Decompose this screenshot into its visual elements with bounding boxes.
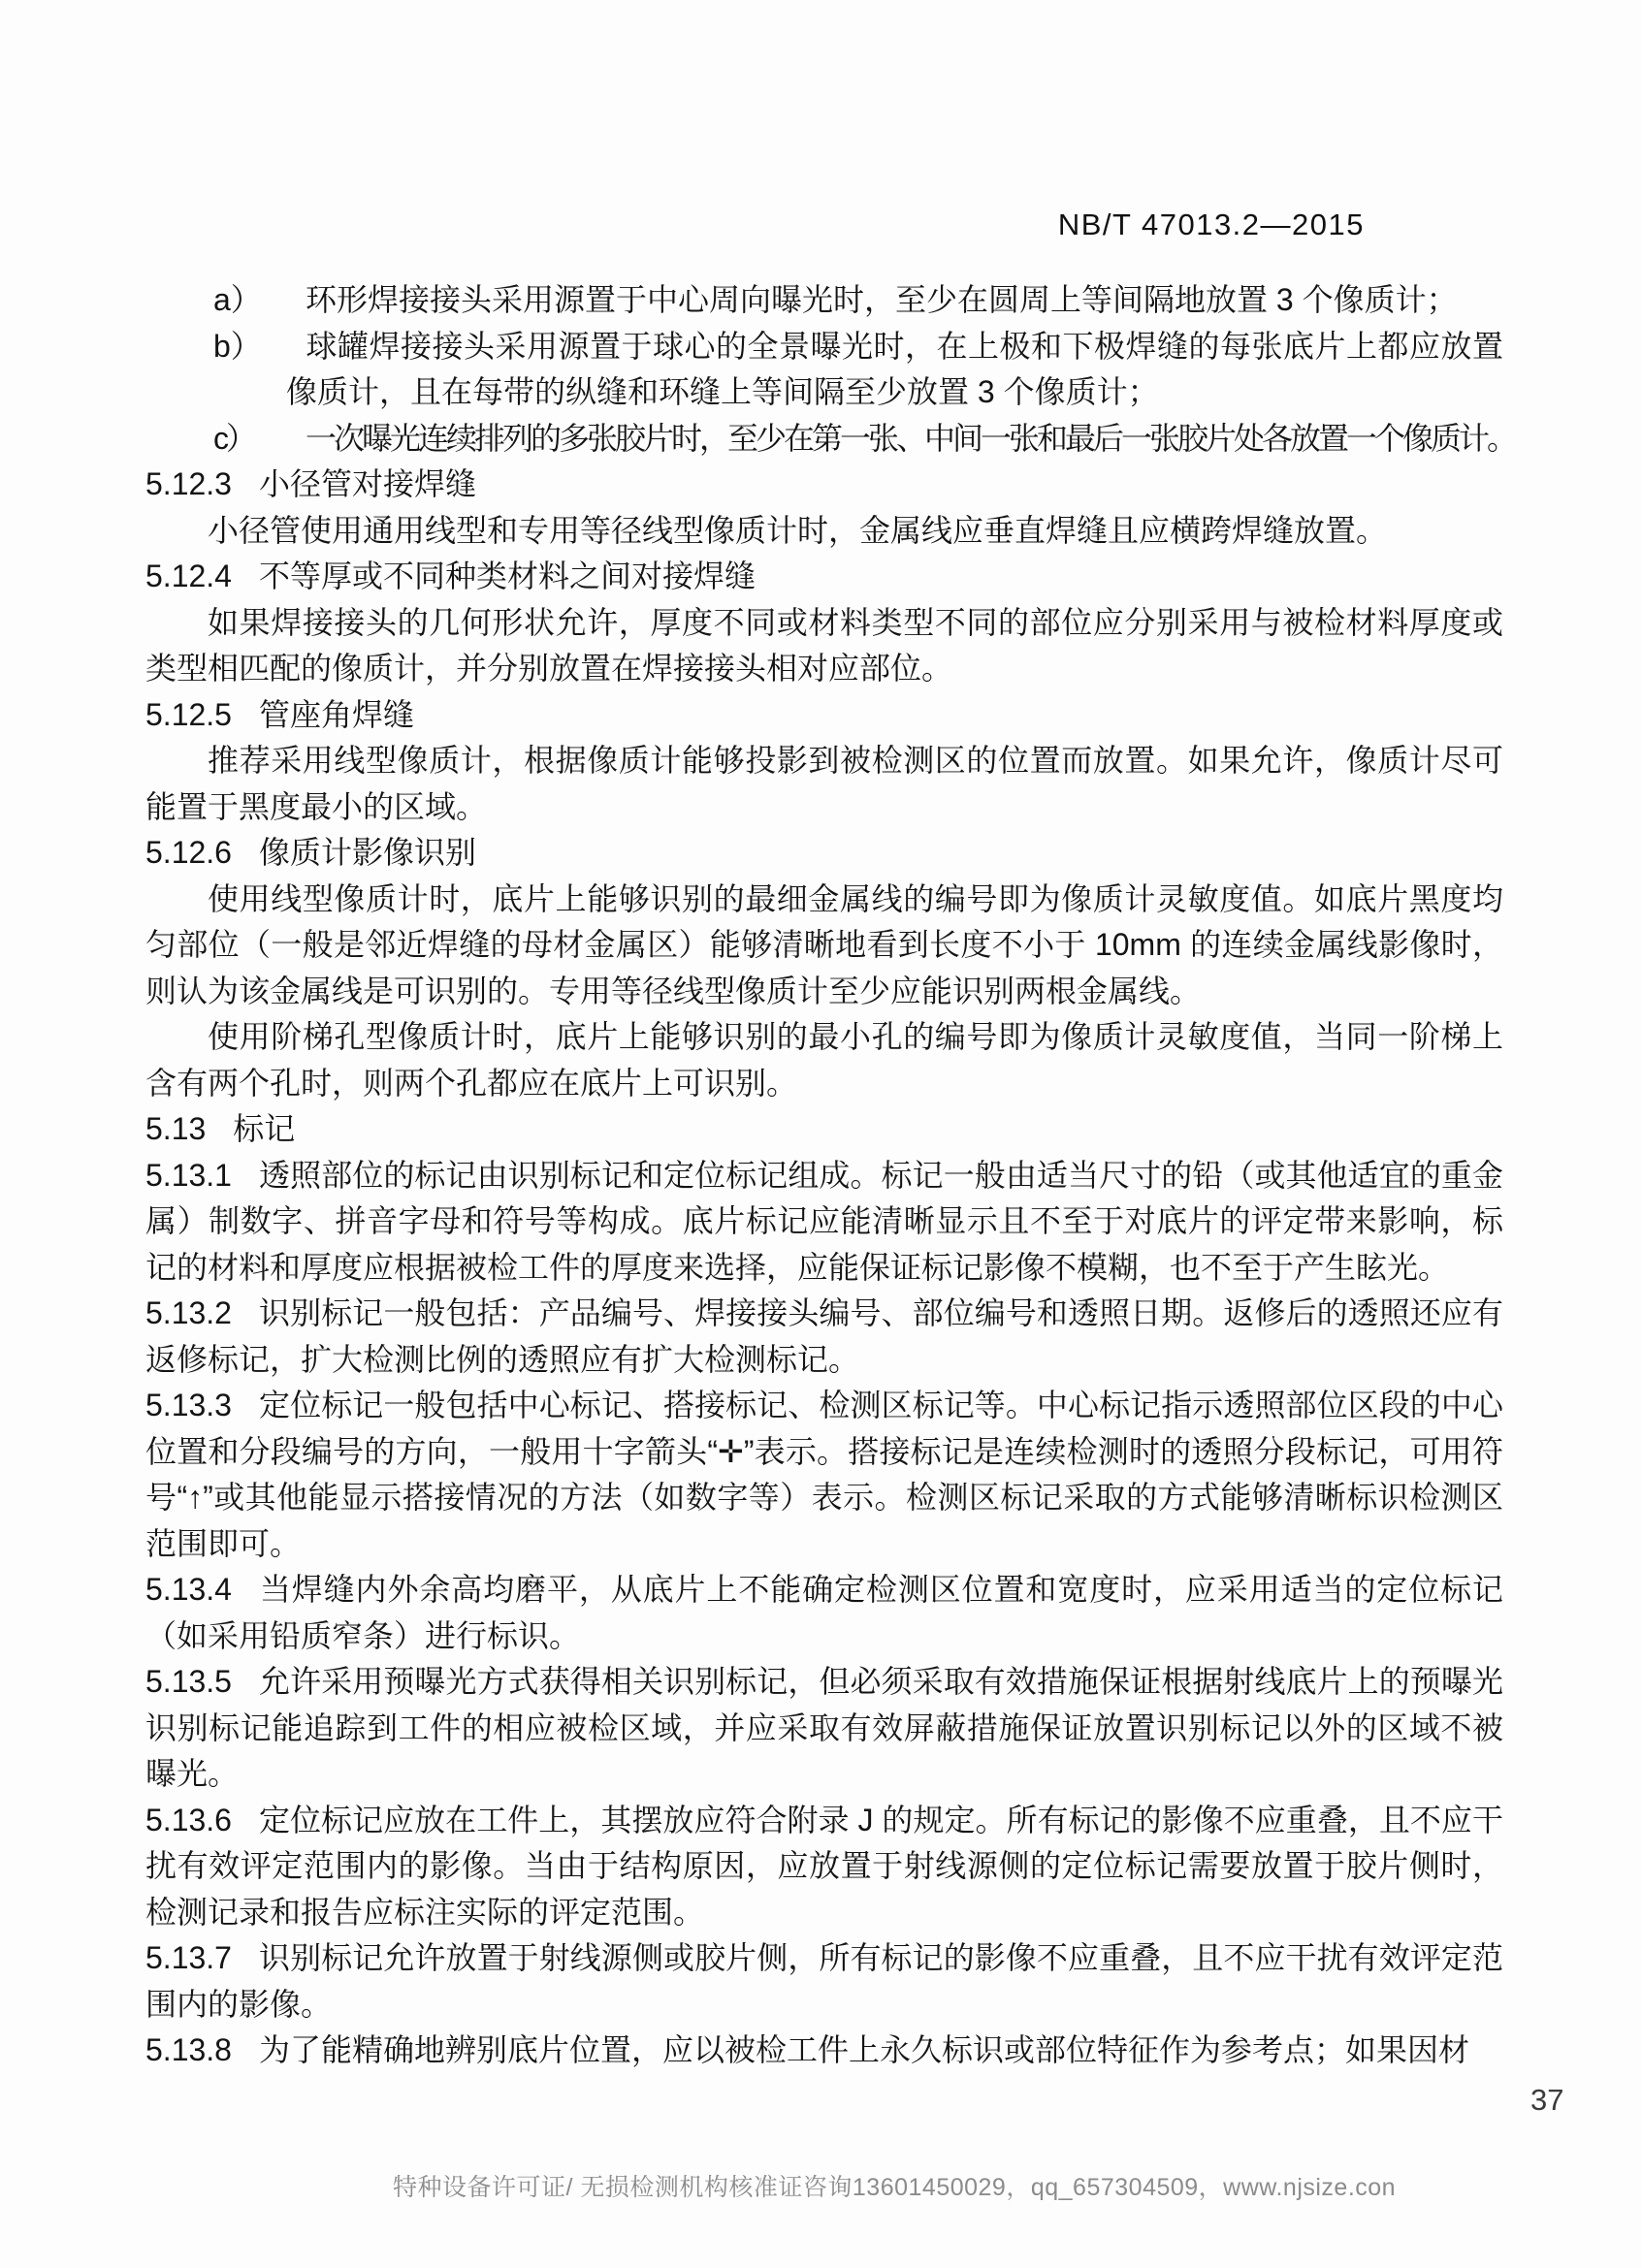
item-label: a） bbox=[213, 282, 262, 317]
item-label: 5.13.7 bbox=[145, 1940, 232, 1975]
list-item bbox=[145, 277, 1503, 324]
item-label: b） bbox=[213, 328, 262, 364]
item-label: 5.13.4 bbox=[145, 1572, 232, 1607]
clause-paragraph bbox=[145, 1798, 1503, 1936]
item-text: 一次曝光连续排列的多张胶片时，至少在第一张、中间一张和最后一张胶片处各放置一个像质计。 bbox=[306, 420, 1516, 456]
item-label: 5.13.8 bbox=[145, 2032, 232, 2067]
section-heading bbox=[145, 554, 1503, 600]
list-item bbox=[145, 324, 1503, 416]
item-text: 当焊缝内外余高均磨平，从底片上不能确定检测区位置和宽度时，应采用适当的定位标记（如采用铅质窄条）进行标识。 bbox=[145, 1572, 1503, 1653]
clause-paragraph bbox=[145, 1567, 1503, 1659]
page-number: 37 bbox=[1530, 2083, 1564, 2117]
paragraph bbox=[145, 738, 1503, 830]
clause-paragraph bbox=[145, 1153, 1503, 1292]
item-text: 识别标记一般包括：产品编号、焊接接头编号、部位编号和透照日期。返修后的透照还应有返修标记，扩大检测比例的透照应有扩大检测标记。 bbox=[145, 1295, 1503, 1377]
item-text: 管座角焊缝 bbox=[258, 696, 414, 732]
item-label: 5.13.5 bbox=[145, 1664, 232, 1699]
item-text: 像质计影像识别 bbox=[258, 835, 476, 870]
item-text: 识别标记允许放置于射线源侧或胶片侧，所有标记的影像不应重叠，且不应干扰有效评定范围内的影像。 bbox=[145, 1940, 1503, 2022]
item-text: 为了能精确地辨别底片位置，应以被检工件上永久标识或部位特征作为参考点；如果因材 bbox=[258, 2032, 1469, 2067]
item-label: 5.13.6 bbox=[145, 1802, 232, 1837]
item-text: 小径管对接焊缝 bbox=[258, 466, 476, 501]
item-text: 不等厚或不同种类材料之间对接焊缝 bbox=[258, 559, 756, 593]
document-body bbox=[145, 277, 1516, 2074]
clause-paragraph bbox=[145, 2028, 1503, 2074]
item-label: 5.13.1 bbox=[145, 1157, 232, 1193]
item-text: 定位标记一般包括中心标记、搭接标记、检测区标记等。中心标记指示透照部位区段的中心位置和分段编号的方向，一般用十字箭头“✛”表示。搭接标记是连续检测时的透照分段标记，可用符号“↑”或其他能显示搭接情况的方法（如数字等）表示。检测区标记采取的方式能够清晰标识检测区范围即可。 bbox=[145, 1388, 1503, 1561]
paragraph bbox=[145, 1014, 1503, 1106]
section-heading bbox=[145, 692, 1503, 739]
item-text: 推荐采用线型像质计，根据像质计能够投影到被检测区的位置而放置。如果允许，像质计尽可能置于黑度最小的区域。 bbox=[145, 743, 1503, 824]
item-text: 小径管使用通用线型和专用等径线型像质计时，金属线应垂直焊缝且应横跨焊缝放置。 bbox=[208, 512, 1388, 548]
item-text: 标记 bbox=[233, 1111, 296, 1146]
item-text: 环形焊接接头采用源置于中心周向曝光时，至少在圆周上等间隔地放置 3 个像质计； bbox=[306, 282, 1458, 317]
item-label: 5.12.4 bbox=[145, 559, 232, 593]
paragraph bbox=[145, 600, 1503, 692]
clause-paragraph bbox=[145, 1383, 1503, 1567]
item-text: 透照部位的标记由识别标记和定位标记组成。标记一般由适当尺寸的铅（或其他适宜的重金属）制数字、拼音字母和符号等构成。底片标记应能清晰显示且不至于对底片的评定带来影响，标记的材料和厚度应根据被检工件的厚度来选择，应能保证标记影像不模糊，也不至于产生眩光。 bbox=[145, 1157, 1503, 1285]
paragraph bbox=[145, 877, 1503, 1015]
clause-paragraph bbox=[145, 1291, 1503, 1383]
section-heading bbox=[145, 830, 1503, 877]
footer-watermark: 特种设备许可证/ 无损检测机构核准证咨询13601450029，qq_657304509，www.njsize.con bbox=[393, 2174, 1397, 2201]
section-heading bbox=[145, 1106, 1503, 1153]
item-text: 使用线型像质计时，底片上能够识别的最细金属线的编号即为像质计灵敏度值。如底片黑度均匀部位（一般是邻近焊缝的母材金属区）能够清晰地看到长度不小于 10mm 的连续金属线影像时，则认为该金属线是可识别的。专用等径线型像质计至少应能识别两根金属线。 bbox=[145, 880, 1503, 1008]
clause-paragraph bbox=[145, 1935, 1503, 2028]
item-label: 5.13.2 bbox=[145, 1295, 232, 1330]
item-label: 5.13 bbox=[145, 1111, 207, 1146]
document-number-header: NB/T 47013.2—2015 bbox=[1057, 208, 1365, 241]
list-item bbox=[145, 416, 1516, 463]
item-text: 如果焊接接头的几何形状允许，厚度不同或材料类型不同的部位应分别采用与被检材料厚度或类型相匹配的像质计，并分别放置在焊接接头相对应部位。 bbox=[145, 604, 1503, 686]
item-text: 允许采用预曝光方式获得相关识别标记，但必须采取有效措施保证根据射线底片上的预曝光识别标记能追踪到工件的相应被检区域，并应采取有效屏蔽措施保证放置识别标记以外的区域不被曝光。 bbox=[145, 1664, 1503, 1791]
item-label: 5.12.3 bbox=[145, 466, 232, 501]
clause-paragraph bbox=[145, 1659, 1503, 1798]
item-text: 使用阶梯孔型像质计时，底片上能够识别的最小孔的编号即为像质计灵敏度值，当同一阶梯上含有两个孔时，则两个孔都应在底片上可识别。 bbox=[145, 1019, 1503, 1101]
item-text: 球罐焊接接头采用源置于球心的全景曝光时，在上极和下极焊缝的每张底片上都应放置像质计，且在每带的纵缝和环缝上等间隔至少放置 3 个像质计； bbox=[286, 328, 1503, 409]
paragraph bbox=[145, 508, 1503, 555]
item-label: 5.12.6 bbox=[145, 835, 232, 870]
item-label: 5.13.3 bbox=[145, 1388, 232, 1422]
section-heading bbox=[145, 462, 1503, 508]
item-label: c） bbox=[213, 420, 255, 456]
item-label: 5.12.5 bbox=[145, 696, 232, 732]
item-text: 定位标记应放在工件上，其摆放应符合附录 J 的规定。所有标记的影像不应重叠，且不应干扰有效评定范围内的影像。当由于结构原因，应放置于射线源侧的定位标记需要放置于胶片侧时，检测记录和报告应标注实际的评定范围。 bbox=[145, 1802, 1503, 1930]
